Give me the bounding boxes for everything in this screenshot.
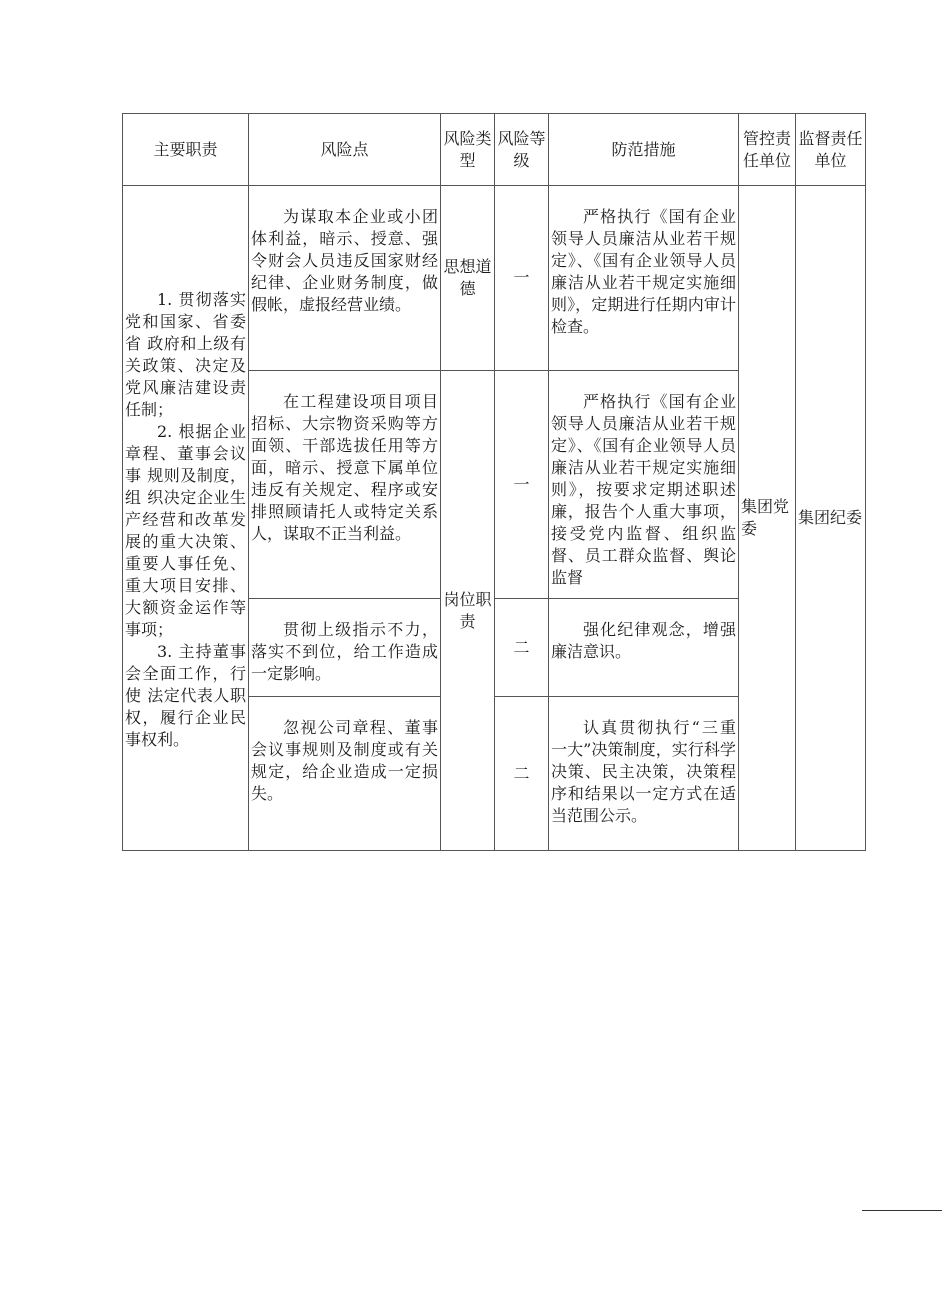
measures-cell — [549, 599, 739, 697]
risk-level-cell: 二 — [495, 599, 549, 697]
duty-paragraph: 3. 主持董事 会全面工作，行使 法定代表人职 权，履行企业民 事权利。 — [125, 642, 246, 749]
risk-type-cell: 岗位职责 — [441, 371, 495, 851]
measures-cell — [549, 697, 739, 851]
footer-rule — [862, 1210, 942, 1211]
header-risk-level: 风险等级 — [495, 114, 549, 186]
risk-level-cell: 二 — [495, 697, 549, 851]
risk-point-text: 忽视公司章程、董事会议事规则及制度或有关规定，给企业造成一定损失。 — [251, 718, 438, 803]
duty-cell — [123, 186, 249, 851]
header-control-unit-text: 管控责任单位 — [742, 128, 791, 170]
risk-point-cell — [249, 371, 441, 599]
measures-text: 严格执行《国有企业领导人员廉洁从业若干规 定》、《国有企业领导人员廉洁从业若干规定实施细 则》，定期进行任期内审计检查。 — [551, 207, 736, 336]
header-risk-type: 风险类型 — [441, 114, 495, 186]
header-control-unit — [739, 114, 796, 186]
risk-level-cell: 一 — [495, 371, 549, 599]
risk-point-text: 在工程建设项目项目招标、大宗物资采购等方面领、干部选拔任用等方面，暗示、授意下属单位违反有关规定、程序或安排照顾请托人或特定关系人，谋取不正当利益。 — [251, 392, 438, 543]
measures-cell — [549, 186, 739, 371]
measures-text: 严格执行《国有企业领导人员廉洁从业若干规 定》、《国有企业领导人员廉洁从业若干规定实施细 则》，按要求定期述职述廉，报告个人重大事项，接受党内监督、组织监督、员工群众监督、舆论监督 — [551, 392, 736, 587]
header-risk-point: 风险点 — [249, 114, 441, 186]
measures-cell — [549, 371, 739, 599]
risk-point-cell — [249, 186, 441, 371]
header-measures: 防范措施 — [549, 114, 739, 186]
measures-text: 认真贯彻执行“三重 一大”决策制度，实行科学决策、民主决策，决策程序和结果以一定方式在适当范围公示。 — [551, 718, 736, 825]
control-unit-cell: 集团党委 — [739, 186, 796, 851]
risk-table — [122, 113, 866, 851]
supervise-unit-cell: 集团纪委 — [796, 186, 866, 851]
risk-type-cell: 思想道德 — [441, 186, 495, 371]
header-row — [123, 114, 866, 186]
risk-point-text: 为谋取本企业或小团体利益，暗示、授意、强令财会人员违反国家财经纪律、企业财务制度，做假帐，虚报经营业绩。 — [251, 207, 438, 314]
header-supervise-unit: 监督责任单位 — [796, 114, 866, 186]
risk-point-cell — [249, 599, 441, 697]
table-row — [123, 186, 866, 371]
measures-text: 强化纪律观念，增强廉洁意识。 — [551, 620, 736, 661]
header-duty: 主要职责 — [123, 114, 249, 186]
duty-paragraph: 1. 贯彻落实党和国家、省委省 政府和上级有关政策、决定及党风廉洁建设责任制； — [125, 290, 246, 419]
risk-point-cell — [249, 697, 441, 851]
duty-paragraph: 2. 根据企业 章程、董事会议事 规则及制度，组 织决定企业生产经营和改革发展的重大决策、重要人事任免、重大项目安排、大额资金运作等事项； — [125, 422, 246, 639]
risk-level-cell: 一 — [495, 186, 549, 371]
risk-point-text: 贯彻上级指示不力，落实不到位，给工作造成一定影响。 — [251, 620, 438, 683]
